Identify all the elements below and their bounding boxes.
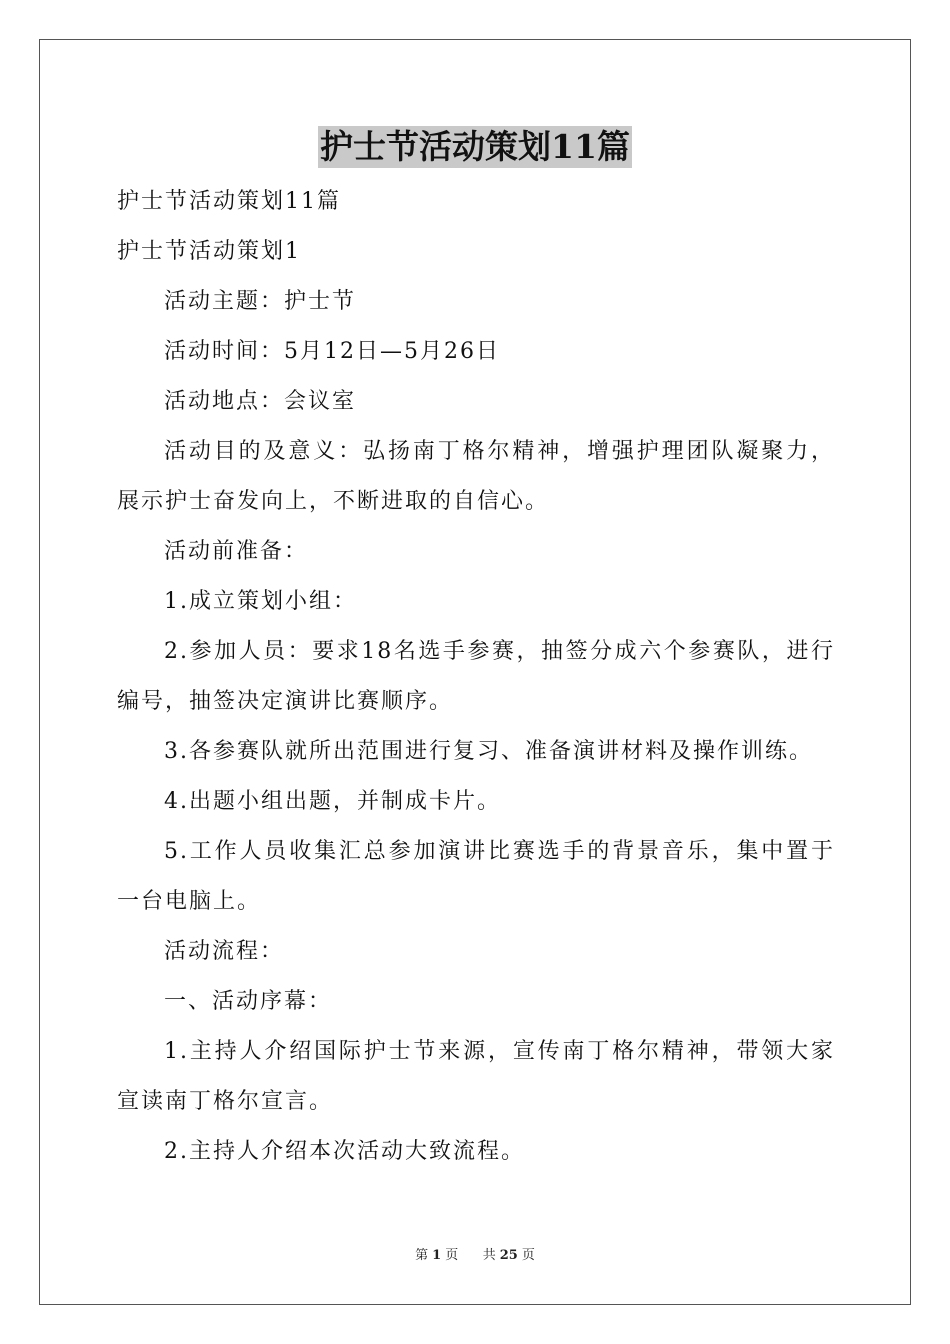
page-indicator	[413, 1248, 460, 1263]
paragraph: 3.各参赛队就所出范围进行复习、准备演讲材料及操作训练。	[164, 739, 813, 764]
paragraph: 4.出题小组出题，并制成卡片。	[164, 789, 501, 814]
page-prefix: 第	[415, 1248, 429, 1263]
page-suffix: 页	[445, 1248, 459, 1263]
total-suffix: 页	[521, 1248, 535, 1263]
paragraph: 1.成立策划小组：	[164, 589, 357, 614]
paragraph: 5.工作人员收集汇总参加演讲比赛选手的背景音乐，集中置于一台电脑上。	[117, 839, 835, 914]
paragraph: 1.主持人介绍国际护士节来源，宣传南丁格尔精神，带领大家宣读南丁格尔宣言。	[117, 1039, 835, 1114]
title-container	[0, 126, 950, 168]
paragraph: 活动目的及意义：弘扬南丁格尔精神，增强护理团队凝聚力，展示护士奋发向上，不断进取的自信心。	[117, 439, 835, 514]
paragraph: 活动前准备：	[164, 539, 309, 564]
paragraph: 2.参加人员：要求18名选手参赛，抽签分成六个参赛队，进行编号，抽签决定演讲比赛顺序。	[117, 639, 835, 714]
document-title: 护士节活动策划11篇	[320, 127, 630, 166]
paragraph: 护士节活动策划1	[117, 239, 301, 264]
page-total: 25	[499, 1248, 518, 1263]
document-body	[117, 177, 835, 1177]
page-footer	[0, 1246, 950, 1266]
paragraph: 一、活动序幕：	[164, 989, 333, 1014]
paragraph: 活动流程：	[164, 939, 285, 964]
paragraph: 2.主持人介绍本次活动大致流程。	[164, 1139, 525, 1164]
page-current: 1	[432, 1248, 442, 1263]
paragraph: 活动主题：护士节	[164, 289, 357, 314]
paragraph: 活动时间：5月12日—5月26日	[164, 339, 500, 364]
page-total-indicator	[481, 1248, 537, 1263]
paragraph: 活动地点：会议室	[164, 389, 357, 414]
total-prefix: 共	[482, 1248, 496, 1263]
paragraph: 护士节活动策划11篇	[117, 189, 341, 214]
